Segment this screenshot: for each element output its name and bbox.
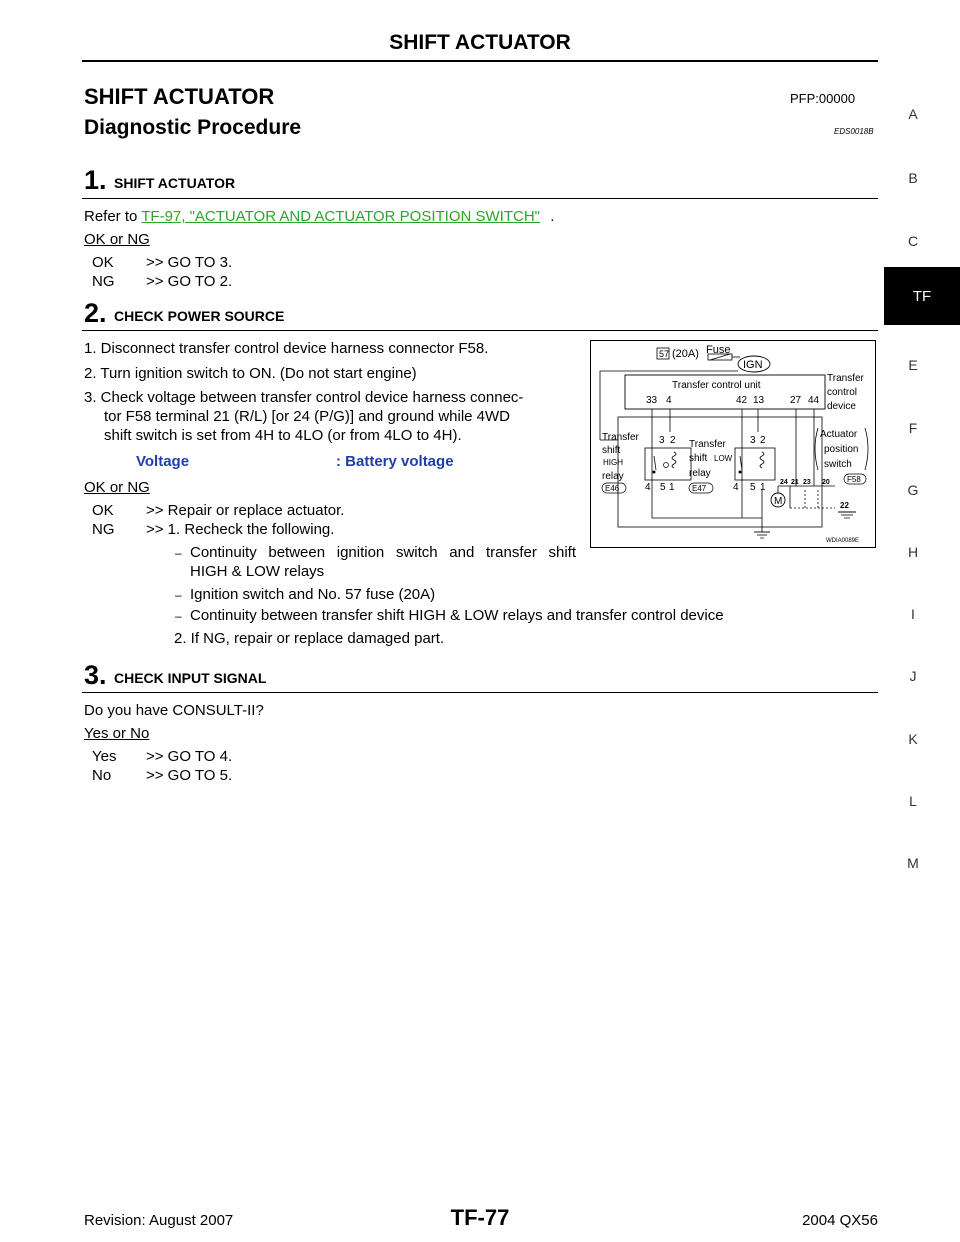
device-box	[618, 417, 822, 527]
svg-text:22: 22	[840, 501, 849, 510]
svg-text:3: 3	[750, 435, 756, 446]
svg-text:LOW: LOW	[714, 454, 733, 463]
footer-revision: Revision: August 2007	[84, 1212, 234, 1229]
svg-text:position: position	[824, 444, 859, 455]
svg-text:relay: relay	[602, 471, 624, 482]
step1-number: 1.	[84, 165, 107, 195]
footer-model: 2004 QX56	[802, 1212, 878, 1229]
svg-text:Actuator: Actuator	[820, 429, 858, 440]
svg-text:5: 5	[660, 482, 666, 493]
svg-text:13: 13	[753, 395, 765, 406]
sidebar-letter-b[interactable]: B	[908, 170, 918, 186]
dash-1: –	[175, 546, 182, 560]
step2-rule	[82, 330, 878, 331]
step2-item-3-cont1: tor F58 terminal 21 (R/L) [or 24 (P/G)] and ground while 4WD	[104, 408, 510, 425]
step3-no-text: >> GO TO 5.	[146, 767, 233, 784]
svg-text:20: 20	[822, 479, 830, 486]
step3-rule	[82, 692, 878, 693]
step2-ok-label: OK	[92, 502, 114, 519]
svg-text:1: 1	[760, 482, 766, 493]
svg-text:Transfer: Transfer	[602, 432, 639, 443]
step1-ng-text: >> GO TO 2.	[146, 273, 233, 290]
sidebar-tab-active[interactable]: TF	[884, 267, 960, 325]
step2-subitem-1: Continuity between ignition switch and transfer shift	[190, 544, 576, 561]
step3-yes-text: >> GO TO 4.	[146, 748, 233, 765]
refer-suffix: .	[550, 208, 555, 225]
step2-subitem-2: Ignition switch and No. 57 fuse (20A)	[190, 586, 436, 603]
svg-text:44: 44	[808, 395, 820, 406]
diagram-ref: WDIA0089E	[826, 538, 860, 544]
svg-text:Transfer: Transfer	[689, 439, 726, 450]
voltage-value: : Battery voltage	[336, 453, 454, 470]
svg-text:E46: E46	[605, 484, 620, 493]
section-title: SHIFT ACTUATOR	[84, 84, 275, 109]
dash-3: –	[175, 609, 182, 623]
svg-text:27: 27	[790, 395, 802, 406]
step2-judge: OK or NG	[84, 479, 150, 496]
voltage-label: Voltage	[136, 453, 190, 470]
step3-title: CHECK INPUT SIGNAL	[114, 670, 267, 686]
svg-text:4: 4	[733, 482, 739, 493]
svg-text:23: 23	[803, 479, 811, 486]
svg-text:3: 3	[659, 435, 665, 446]
sidebar-letter-h[interactable]: H	[907, 544, 919, 560]
svg-text:HIGH: HIGH	[603, 458, 623, 467]
svg-text:5: 5	[750, 482, 756, 493]
section-code: PFP:00000	[790, 91, 856, 106]
fuse-amp: (20A)	[672, 348, 699, 360]
svg-text:1: 1	[669, 482, 675, 493]
motor-label: M	[774, 496, 783, 507]
sidebar-letter-c[interactable]: C	[907, 233, 919, 249]
fuse-number: 57	[659, 349, 670, 359]
svg-text:shift: shift	[602, 445, 621, 456]
svg-text:switch: switch	[824, 459, 852, 470]
step1-judge: OK or NG	[84, 231, 150, 248]
fuse-label: Fuse	[706, 344, 731, 356]
step2-subitem-1-cont: HIGH & LOW relays	[190, 563, 325, 580]
svg-text:relay: relay	[689, 468, 711, 479]
svg-text:4: 4	[666, 395, 672, 406]
step2-number: 2.	[84, 298, 107, 328]
sidebar-letter-k[interactable]: K	[908, 731, 918, 747]
subsection-code: EDS0018B	[834, 127, 874, 136]
step2-item-3: 3. Check voltage between transfer control device harness connec-	[84, 389, 524, 406]
svg-text:2: 2	[670, 435, 676, 446]
sidebar-letter-m[interactable]: M	[907, 855, 919, 871]
step2-item-2: 2. Turn ignition switch to ON. (Do not start engine)	[84, 365, 417, 382]
step1-ng-label: NG	[92, 273, 115, 290]
step2-item-1: 1. Disconnect transfer control device harness connector F58.	[84, 340, 489, 357]
svg-text:2: 2	[760, 435, 766, 446]
step2-title: CHECK POWER SOURCE	[114, 308, 285, 324]
refer-link[interactable]: TF-97, "ACTUATOR AND ACTUATOR POSITION SWITCH"	[141, 208, 541, 225]
svg-text:42: 42	[736, 395, 748, 406]
step2-subitem-3: Continuity between transfer shift HIGH & LOW relays and transfer control device	[190, 607, 724, 624]
refer-prefix: Refer to	[84, 208, 138, 225]
step1-ok-label: OK	[92, 254, 114, 271]
svg-text:device: device	[827, 401, 856, 412]
step1-title: SHIFT ACTUATOR	[114, 175, 236, 191]
svg-text:Transfer: Transfer	[827, 373, 864, 384]
step1-refer	[84, 208, 554, 225]
sidebar-letter-j[interactable]: J	[909, 668, 917, 684]
svg-text:4: 4	[645, 482, 651, 493]
step2-final: 2. If NG, repair or replace damaged part.	[174, 630, 445, 647]
step3-question: Do you have CONSULT-II?	[84, 702, 264, 719]
step1-ok-text: >> GO TO 3.	[146, 254, 233, 271]
sidebar-letter-a[interactable]: A	[908, 106, 918, 122]
tcu-label: Transfer control unit	[672, 380, 761, 391]
step2-ok-text: >> Repair or replace actuator.	[146, 502, 345, 519]
step2-ng-label: NG	[92, 521, 115, 538]
footer-page-number: TF-77	[450, 1205, 510, 1230]
sidebar-letter-g[interactable]: G	[907, 482, 919, 498]
step3-yes-label: Yes	[92, 748, 117, 765]
step3-no-label: No	[92, 767, 112, 784]
header-rule	[82, 60, 878, 62]
svg-text:E47: E47	[692, 484, 707, 493]
svg-text:24: 24	[780, 479, 788, 486]
ign-label: IGN	[743, 359, 763, 371]
subsection-title: Diagnostic Procedure	[84, 116, 302, 139]
sidebar-letter-l[interactable]: L	[909, 793, 917, 809]
sidebar-letter-i[interactable]: I	[911, 606, 915, 622]
svg-text:shift: shift	[689, 453, 708, 464]
sidebar-letter-f[interactable]: F	[908, 420, 918, 436]
dash-2: –	[175, 588, 182, 602]
step2-ng-text: >> 1. Recheck the following.	[146, 521, 335, 538]
step3-judge: Yes or No	[84, 725, 150, 742]
step2-item-3-cont2: shift switch is set from 4H to 4LO (or from 4LO to 4H).	[104, 427, 462, 444]
wiring-diagram	[590, 340, 876, 548]
svg-text:control: control	[827, 387, 858, 398]
svg-text:21: 21	[791, 479, 799, 486]
step3-number: 3.	[84, 660, 107, 690]
page-header-title: SHIFT ACTUATOR	[389, 31, 571, 54]
svg-text:F58: F58	[847, 475, 861, 484]
step1-rule	[82, 198, 878, 199]
sidebar-letter-e[interactable]: E	[908, 357, 918, 373]
svg-text:33: 33	[646, 395, 658, 406]
